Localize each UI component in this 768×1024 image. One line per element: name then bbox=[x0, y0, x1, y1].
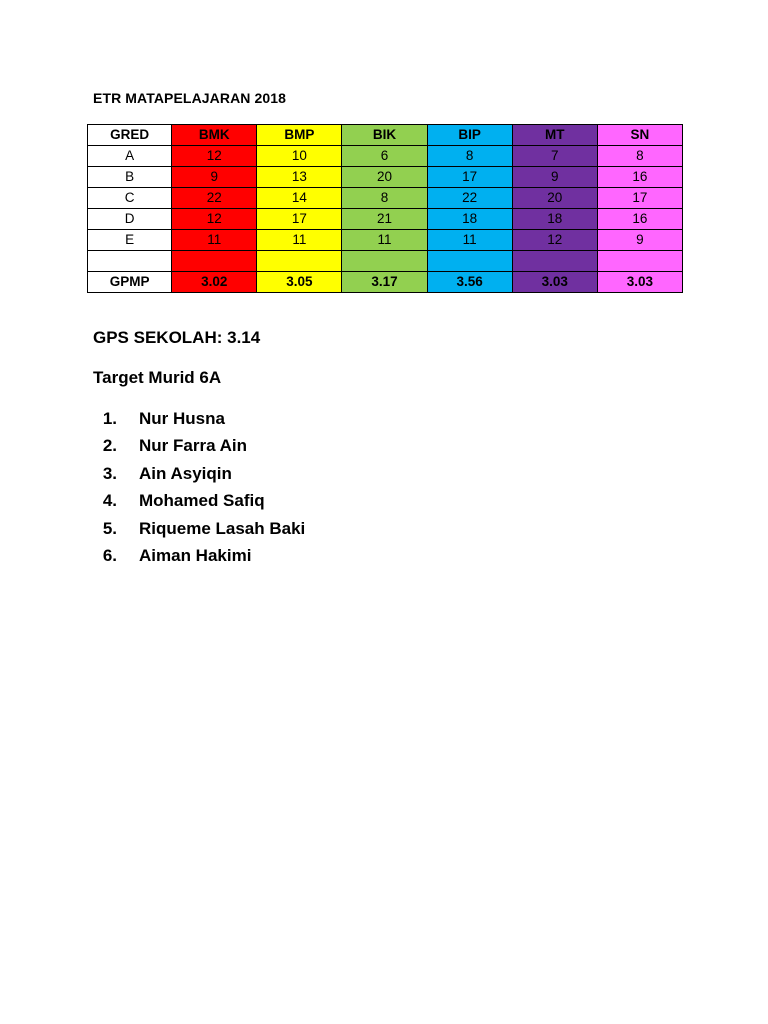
gps-sekolah-heading: GPS SEKOLAH: 3.14 bbox=[93, 328, 261, 347]
table-cell: 8 bbox=[597, 146, 682, 167]
table-cell: 8 bbox=[427, 146, 512, 167]
list-number: 3. bbox=[102, 463, 117, 483]
student-name: Mohamed Safiq bbox=[139, 491, 265, 511]
table-cell: 22 bbox=[172, 188, 257, 209]
table-row bbox=[88, 167, 683, 188]
table-cell: 12 bbox=[172, 146, 257, 167]
student-name: Nur Husna bbox=[139, 409, 225, 428]
table-cell: 9 bbox=[172, 167, 257, 188]
empty-cell bbox=[88, 251, 172, 272]
list-item bbox=[93, 487, 305, 514]
list-item bbox=[93, 460, 305, 487]
student-name: Nur Farra Ain bbox=[139, 436, 248, 456]
grade-label: A bbox=[88, 146, 172, 167]
list-number: 1. bbox=[102, 409, 117, 428]
document-title: ETR MATAPELAJARAN 2018 bbox=[93, 90, 287, 106]
grade-label: B bbox=[88, 167, 172, 188]
gpmp-value: 3.05 bbox=[257, 272, 342, 293]
table-cell: 11 bbox=[172, 230, 257, 251]
table-cell: 13 bbox=[257, 167, 342, 188]
table-cell: 17 bbox=[257, 209, 342, 230]
gpmp-value: 3.17 bbox=[342, 272, 427, 293]
table-cell: 18 bbox=[427, 209, 512, 230]
table-row bbox=[88, 188, 683, 209]
subject-header: BIK bbox=[342, 125, 427, 146]
table-cell: 9 bbox=[512, 167, 597, 188]
empty-cell bbox=[597, 251, 682, 272]
table-header-row bbox=[88, 125, 683, 146]
table-cell: 20 bbox=[512, 188, 597, 209]
table-cell: 6 bbox=[342, 146, 427, 167]
table-cell: 11 bbox=[257, 230, 342, 251]
table-cell: 16 bbox=[597, 209, 682, 230]
gpmp-label: GPMP bbox=[88, 272, 172, 293]
list-number: 5. bbox=[102, 518, 117, 538]
student-name: Riqueme Lasah Baki bbox=[139, 518, 306, 538]
table-cell: 14 bbox=[257, 188, 342, 209]
table-cell: 10 bbox=[257, 146, 342, 167]
table-row bbox=[88, 230, 683, 251]
subject-header: BMK bbox=[172, 125, 257, 146]
gpmp-row bbox=[88, 272, 683, 293]
table-row bbox=[88, 146, 683, 167]
table-row bbox=[88, 209, 683, 230]
table-cell: 21 bbox=[342, 209, 427, 230]
grade-column-header: GRED bbox=[88, 125, 172, 146]
subject-header: MT bbox=[512, 125, 597, 146]
table-cell: 22 bbox=[427, 188, 512, 209]
list-item bbox=[93, 405, 305, 432]
empty-cell bbox=[257, 251, 342, 272]
grade-label: D bbox=[88, 209, 172, 230]
list-number: 4. bbox=[102, 491, 117, 511]
table-cell: 18 bbox=[512, 209, 597, 230]
empty-cell bbox=[427, 251, 512, 272]
student-list bbox=[93, 405, 305, 569]
gpmp-value: 3.03 bbox=[512, 272, 597, 293]
gpmp-value: 3.56 bbox=[427, 272, 512, 293]
table-cell: 9 bbox=[597, 230, 682, 251]
gpmp-value: 3.02 bbox=[172, 272, 257, 293]
target-murid-heading: Target Murid 6A bbox=[93, 368, 222, 387]
table-cell: 8 bbox=[342, 188, 427, 209]
list-item bbox=[93, 542, 305, 569]
student-name: Ain Asyiqin bbox=[139, 463, 232, 483]
table-cell: 11 bbox=[427, 230, 512, 251]
table-cell: 11 bbox=[342, 230, 427, 251]
student-name: Aiman Hakimi bbox=[139, 545, 252, 565]
grade-label: E bbox=[88, 230, 172, 251]
subject-header: BMP bbox=[257, 125, 342, 146]
empty-row bbox=[88, 251, 683, 272]
grade-label: C bbox=[88, 188, 172, 209]
table-cell: 16 bbox=[597, 167, 682, 188]
list-number: 2. bbox=[102, 436, 117, 456]
subject-header: SN bbox=[597, 125, 682, 146]
empty-cell bbox=[512, 251, 597, 272]
empty-cell bbox=[342, 251, 427, 272]
table-cell: 7 bbox=[512, 146, 597, 167]
list-number: 6. bbox=[102, 545, 117, 565]
etr-table bbox=[87, 124, 683, 293]
list-item bbox=[93, 515, 305, 542]
table-cell: 17 bbox=[597, 188, 682, 209]
table-cell: 20 bbox=[342, 167, 427, 188]
empty-cell bbox=[172, 251, 257, 272]
list-item bbox=[93, 432, 305, 459]
gpmp-value: 3.03 bbox=[597, 272, 682, 293]
table-cell: 17 bbox=[427, 167, 512, 188]
subject-header: BIP bbox=[427, 125, 512, 146]
table-cell: 12 bbox=[172, 209, 257, 230]
table-cell: 12 bbox=[512, 230, 597, 251]
